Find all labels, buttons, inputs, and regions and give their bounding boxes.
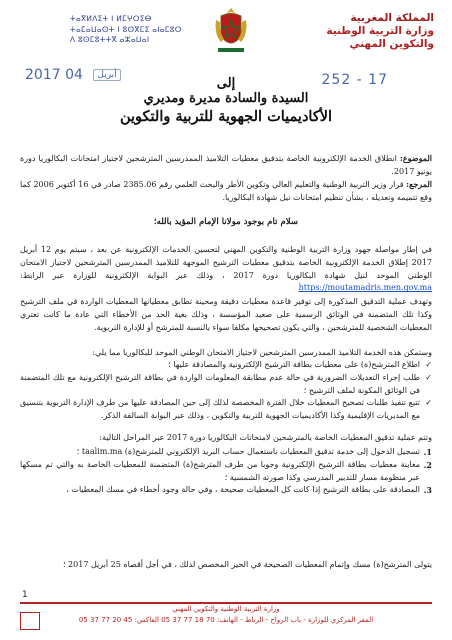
reference-text: قرار وزير التربية الوطنية والتعليم العالي وتكوين الأطر والبحث العلمي رقم 2385.06 صادر في 16 أكتوبر 2006 كما وقع تتميمه وتعديله ، بشأن تنظيم امتحانات نيل شهادة البكالوريا.	[20, 180, 432, 202]
date-day: 04	[65, 67, 83, 83]
page-number: 1	[22, 590, 28, 600]
greeting: سلام تام بوجود مولانا الإمام المؤيد بالله؛	[153, 217, 299, 227]
checkmark-icon: ✓	[425, 360, 432, 369]
footer-divider	[20, 602, 432, 604]
date-month: أبريل	[93, 69, 120, 81]
kingdom-name: المملكة المغربية	[350, 12, 434, 24]
tifinagh-line3: ⴷ ⵓⵙⵎⵓⵜⵜⴳ ⴰⵣⴰⵡⴰⵏ	[70, 35, 150, 44]
date-year: 2017	[25, 67, 61, 83]
step-item: 1. تسجيل الدخول إلى خدمة تدقيق المعطيات باستعمال حساب البريد الإلكتروني للمترشح(ة) taalim.ma ؛	[76, 447, 432, 457]
addressee-academies: الأكاديميات الجهوية للتربية والتكوين	[119, 108, 333, 125]
checklist-item: ✓ طلب إجراء التعديلات الضرورية في حالة عدم مطابقة المعلومات الواردة في بطاقة الترشيح الإلكترونية مع تلك المتضمنة في الوثائق المكونة لملف الترشيح ؛	[20, 372, 432, 395]
ministry-header-tifinagh	[70, 14, 215, 46]
footer-ministry: وزارة التربية الوطنية والتكوين المهني	[172, 605, 280, 613]
subject-text: انطلاق الخدمة الإلكترونية الخاصة بتدقيق معطيات التلاميذ الممدرسين المترشحين لاجتياز امتحانات البكالوريا دورة يونيو 2017.	[20, 154, 432, 176]
tifinagh-line2: ⵜⴰⵎⴰⵡⴰⵙⵜ ⵏ ⵓⵙⴳⵎⵉ ⴰⵏⴰⵎⵓⵔ	[70, 24, 182, 34]
subject-line	[20, 152, 432, 179]
subject-label: الموضوع:	[399, 153, 432, 163]
moutamadris-link[interactable]: https://moutamadris.men.gov.ma	[298, 283, 432, 293]
paragraph-steps-intro: وتتم عملية تدقيق المعطيات الخاصة بالمترشحين لامتحانات البكالوريا دورة 2017 عبر المراحل التالية:	[99, 433, 432, 442]
steps-list	[20, 446, 432, 497]
checkmark-icon: ✓	[425, 372, 432, 382]
paragraph-intro	[20, 244, 432, 295]
reference-number: 252 - 17	[321, 72, 388, 88]
ministry-name-line2: والتكوين المهني	[349, 38, 434, 50]
footer-address: المقر المركزي للوزارة - باب الرواح - الرباط - الهاتف: 70 18 77 37 05 الفاكس: 45 20 77 37 05	[78, 616, 374, 624]
moroccan-coat-of-arms-emblem	[212, 6, 250, 58]
paragraph-intro-text: في إطار مواصلة جهود وزارة التربية الوطنية والتكوين المهني لتحسين الخدمات الإلكترونية عن بعد ، سيتم يوم 12 أبريل 2017 إطلاق الخدمة الإلكترونية الخاصة بتدقيق معطيات الترشيح الموجهة للتلاميذ الممدرسين المترشحين لاجتياز الامتحان الوطني الموحد لنيل شهادة البكالوريا دورة 2017 ، وذلك عبر البوابة الإلكترونية للوزارة عبر الرابط:	[20, 245, 432, 280]
checklist	[20, 359, 432, 423]
step-continuation: يتولى المترشح(ة) مسك وإتمام المعطيات الصحيحة في الحيز المخصص لذلك ، في أجل أقصاه 25 أبريل 2017 ؛	[62, 560, 432, 569]
checkmark-icon: ✓	[425, 398, 432, 408]
addressee-directors: السيدة والسادة مديرة ومديري	[143, 91, 309, 106]
paragraph-purpose: وتهدف عملية التدقيق المذكورة إلى توفير قاعدة معطيات دقيقة ومحينة تطابق معطياتها المعطيات الواردة في ملف الترشيح وكذا تلك المتضمنة في الوثائق الرسمية على صعيد المؤسسة ، وذلك بغية الحد من الأخطاء التي عادة ما كانت تعتري المعطيات الشخصية للمترشحين ، والتي يكون تصحيحها مكلفا سواء بالنسبة للمترشح أو للإدارة التربوية.	[20, 297, 432, 332]
step-item: 3. المصادقة على بطاقة الترشيح إذا كانت كل المعطيات صحيحة ، وفي حالة وجود أخطاء في مسك المعطيات ،	[66, 485, 432, 496]
step-item: 2. معاينة معطيات بطاقة الترشيح الإلكترونية وجوبا من طرف المترشح(ة) المتضمنة للمعطيات الخاصة به والتي تم مسكها عبر منظومة مسار للتدبير المدرسي وكذا صورته الشمسية ؛	[20, 459, 432, 482]
ministry-header-arabic	[296, 12, 434, 51]
addressee-to: إلى	[216, 76, 236, 91]
checklist-item: ✓ تتبع تنفيذ طلبات تصحيح المعطيات خلال الفترة المخصصة لذلك إلى حين المصادقة عليها من طرف الإدارة التربوية بتنسيق مع المديريات الإقليمية وكذا الأكاديميات الجهوية للتربية والتكوين ، وذلك عبر البوابة السالفة الذكر.	[20, 398, 432, 421]
paragraph-service: وستمكن هذه الخدمة التلاميذ الممدرسين المترشحين لاجتياز الامتحان الوطني الموحد للبكالوريا مما يلي:	[92, 348, 432, 357]
tifinagh-line1: ⵜⴰⴳⵍⴷⵉⵜ ⵏ ⵍⵎⵖⵔⵉⴱ	[70, 14, 152, 23]
reference-line	[20, 178, 432, 205]
ministry-name-line1: وزارة التربية الوطنية	[326, 25, 434, 37]
checklist-item: ✓ اطلاع المترشح(ة) على معطيات بطاقة الترشيح الإلكترونية والمصادقة عليها ؛	[20, 359, 432, 372]
reference-label: المرجع:	[406, 179, 432, 189]
